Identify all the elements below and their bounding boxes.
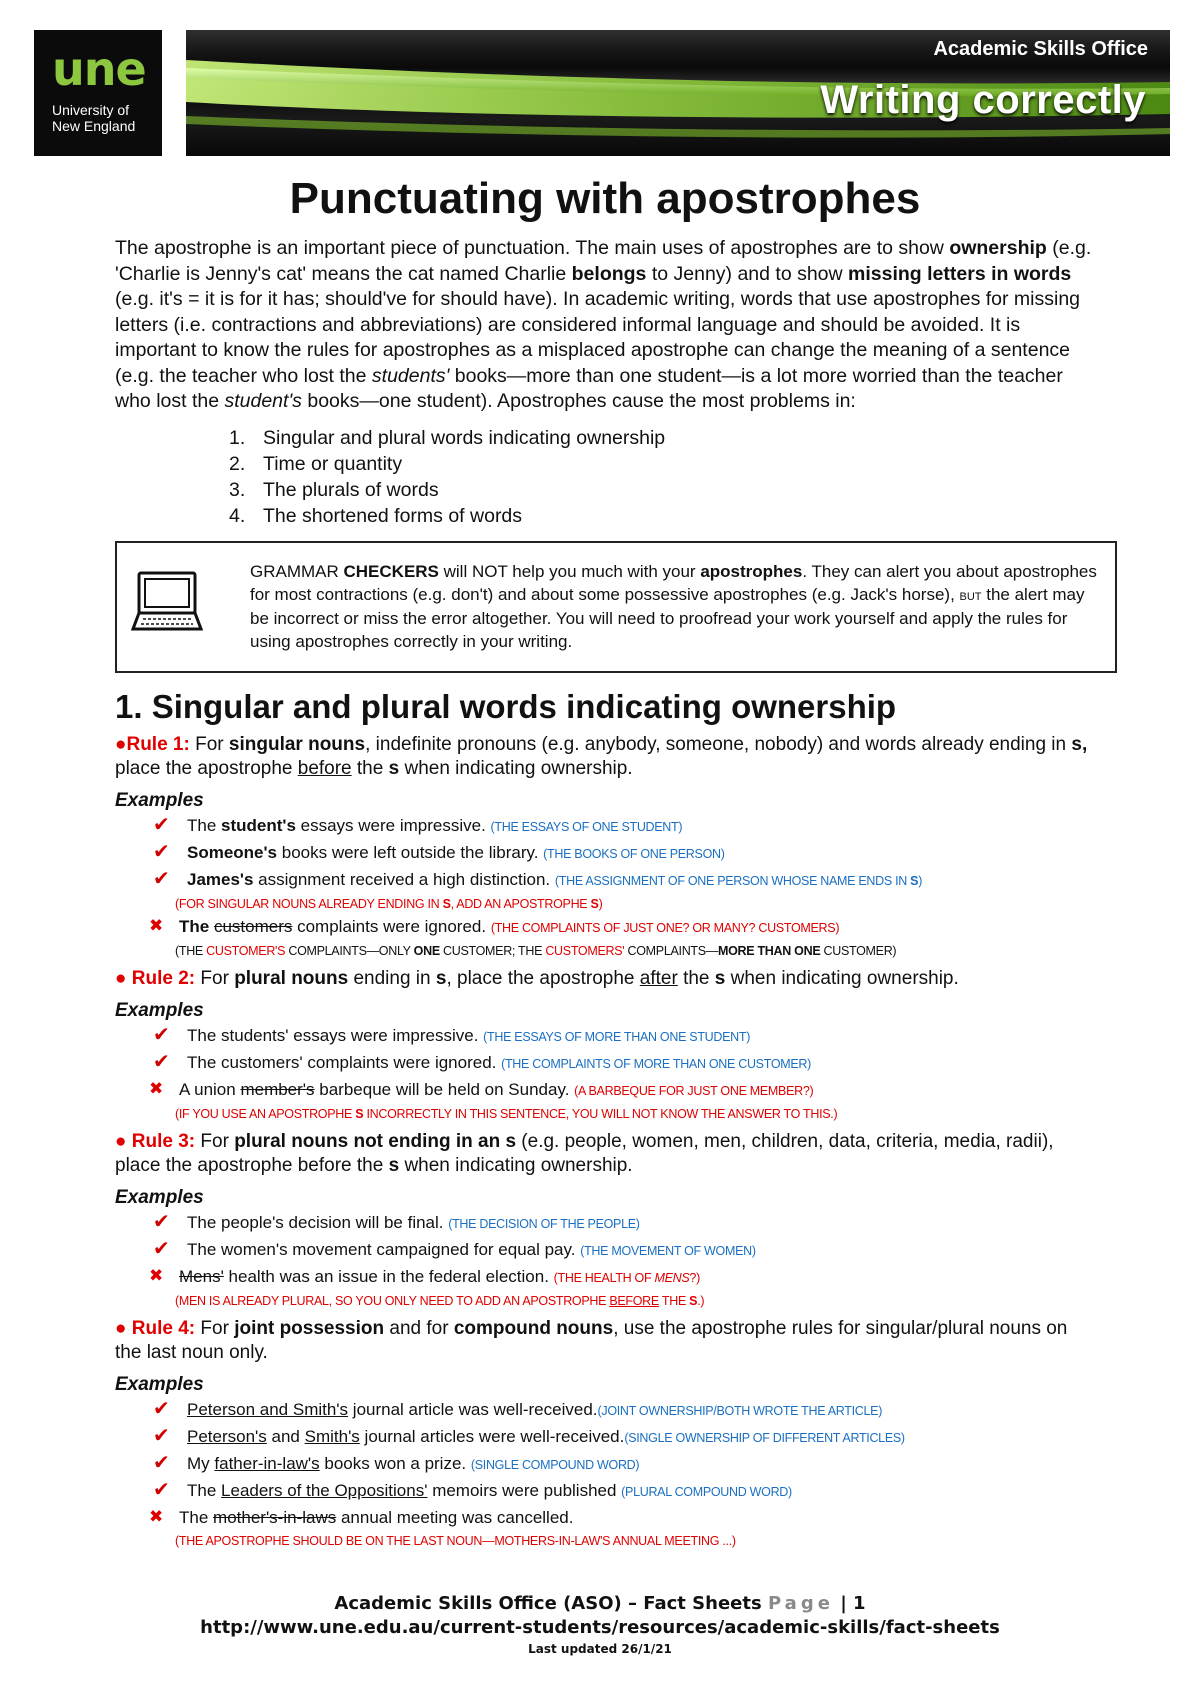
rule-1: ●Rule 1: For singular nouns, indefinite pronouns (e.g. anybody, someone, nobody) and words already ending in s, place the apostrophe before the s when indicating ownership.	[115, 733, 1088, 779]
example-incorrect: ✖ A union member's barbeque will be held on Sunday. (A BARBEQUE FOR JUST ONE MEMBER?)	[115, 1077, 1095, 1104]
grammar-checker-callout	[115, 541, 1117, 673]
header-banner	[186, 30, 1170, 156]
example-correct: ✔ The students' essays were impressive. (THE ESSAYS OF MORE THAN ONE STUDENT)	[153, 1023, 751, 1046]
examples-heading: Examples	[115, 1373, 204, 1395]
bullet-icon: ●	[115, 967, 127, 989]
footer-url[interactable]: http://www.une.edu.au/current-students/resources/academic-skills/fact-sheets	[200, 1617, 1000, 1638]
cross-icon: ✖	[149, 1078, 164, 1098]
check-icon: ✔	[153, 1050, 170, 1073]
check-icon: ✔	[153, 1397, 170, 1420]
footer-title: Academic Skills Office (ASO) – Fact Sheets Page | 1	[334, 1593, 866, 1614]
check-icon: ✔	[153, 813, 170, 836]
example-note: (MEN IS ALREADY PLURAL, SO YOU ONLY NEED TO ADD AN APOSTROPHE BEFORE THE S.)	[175, 1293, 705, 1308]
banner-title: Writing correctly	[820, 78, 1146, 122]
section-heading: 1. Singular and plural words indicating ownership	[115, 687, 897, 725]
examples-heading: Examples	[115, 1186, 204, 1208]
list-item: 1. Singular and plural words indicating ownership	[229, 426, 666, 449]
bullet-icon: ●	[115, 733, 127, 755]
banner-office-label: Academic Skills Office	[933, 38, 1148, 60]
check-icon: ✔	[153, 1023, 170, 1046]
example-note: (THE APOSTROPHE SHOULD BE ON THE LAST NOUN—MOTHERS-IN-LAW'S ANNUAL MEETING ...)	[175, 1533, 736, 1548]
example-correct: ✔ James's assignment received a high distinction. (THE ASSIGNMENT OF ONE PERSON WHOSE NAME ENDS IN S)	[153, 867, 923, 890]
intro-paragraph: The apostrophe is an important piece of punctuation. The main uses of apostrophes are to show ownership (e.g. 'Charlie is Jenny's cat' means the cat named Charlie belongs to Jenny) and to show missing letters in words (e.g. it's = it is for it has; should've for should have). In academic writing, words that use apostrophes for missing letters (i.e. contractions and abbreviations) are considered informal language and should be avoided. It is important to know the rules for apostrophes as a misplaced apostrophe can change the meaning of a sentence (e.g. the teacher who lost the students' books—more than one student—is a lot more worried than the teacher who lost the student's books—one student). Apostrophes cause the most problems in:	[115, 237, 1092, 412]
logo-text	[52, 102, 135, 134]
example-correct: ✔ The people's decision will be final. (THE DECISION OF THE PEOPLE)	[153, 1210, 640, 1233]
example-correct: ✔ Peterson and Smith's journal article was well-received.(JOINT OWNERSHIP/BOTH WROTE THE ARTICLE)	[153, 1397, 883, 1420]
logo-line-2: New England	[52, 118, 136, 134]
rule-4: ● Rule 4: For joint possession and for compound nouns, use the apostrophe rules for singular/plural nouns on the last noun only.	[115, 1317, 1068, 1363]
example-correct: ✔ Peterson's and Smith's journal articles were well-received.(SINGLE OWNERSHIP OF DIFFERENT ARTICLES)	[153, 1424, 905, 1447]
rule-2: ● Rule 2: For plural nouns ending in s, place the apostrophe after the s when indicating ownership.	[115, 967, 959, 989]
example-note: (FOR SINGULAR NOUNS ALREADY ENDING IN S, ADD AN APOSTROPHE S)	[175, 896, 603, 911]
callout-text: GRAMMAR CHECKERS will NOT help you much with your apostrophes. They can alert you about apostrophes for most contractions (e.g. don't) and about some possessive apostrophes (e.g. Jack's horse), but the alert may be incorrect or miss the error altogether. You will need to proofread your work yourself and apply the rules for using apostrophes correctly in your writing.	[250, 561, 1097, 651]
check-icon: ✔	[153, 1451, 170, 1474]
logo-mark: une	[52, 42, 146, 96]
example-incorrect: ✖ Mens' health was an issue in the federal election. (THE HEALTH OF MENS?)	[115, 1264, 1095, 1291]
footer-updated: Last updated 26/1/21	[528, 1642, 672, 1656]
une-logo	[34, 30, 162, 156]
problem-list	[115, 425, 1095, 529]
list-item: 3. The plurals of words	[229, 478, 439, 501]
logo-line-1: University of	[52, 102, 130, 118]
example-incorrect: ✖ The customers complaints were ignored. (THE COMPLAINTS OF JUST ONE? OR MANY? CUSTOMERS)	[115, 914, 1095, 941]
check-icon: ✔	[153, 1424, 170, 1447]
example-note: (THE CUSTOMER'S COMPLAINTS—ONLY ONE CUSTOMER; THE CUSTOMERS' COMPLAINTS—MORE THAN ONE CUSTOMER)	[175, 943, 897, 958]
list-item: 4. The shortened forms of words	[229, 504, 523, 527]
example-correct: ✔ The Leaders of the Oppositions' memoirs were published (PLURAL COMPOUND WORD)	[153, 1478, 792, 1501]
examples-heading: Examples	[115, 789, 204, 811]
example-correct: ✔ Someone's books were left outside the library. (THE BOOKS OF ONE PERSON)	[153, 840, 725, 863]
example-correct: ✔ My father-in-law's books won a prize. (SINGLE COMPOUND WORD)	[153, 1451, 640, 1474]
page-title: Punctuating with apostrophes	[289, 174, 921, 223]
cross-icon: ✖	[149, 915, 164, 935]
bullet-icon: ●	[115, 1130, 127, 1152]
cross-icon: ✖	[149, 1506, 164, 1526]
examples-heading: Examples	[115, 999, 204, 1021]
footer	[0, 1592, 1200, 1658]
example-correct: ✔ The student's essays were impressive. (THE ESSAYS OF ONE STUDENT)	[153, 813, 683, 836]
bullet-icon: ●	[115, 1317, 127, 1339]
check-icon: ✔	[153, 840, 170, 863]
check-icon: ✔	[153, 867, 170, 890]
example-correct: ✔ The customers' complaints were ignored. (THE COMPLAINTS OF MORE THAN ONE CUSTOMER)	[153, 1050, 811, 1073]
check-icon: ✔	[153, 1237, 170, 1260]
rule-3: ● Rule 3: For plural nouns not ending in an s (e.g. people, women, men, children, data, criteria, media, radii), place the apostrophe before the s when indicating ownership.	[115, 1130, 1054, 1176]
example-incorrect: ✖ The mother's-in-laws annual meeting was cancelled.	[115, 1505, 1095, 1531]
page-content	[115, 172, 1095, 1551]
list-item: 2. Time or quantity	[229, 452, 403, 475]
example-note: (IF YOU USE AN APOSTROPHE S INCORRECTLY IN THIS SENTENCE, YOU WILL NOT KNOW THE ANSWER TO THIS.)	[175, 1106, 838, 1121]
laptop-icon	[131, 569, 203, 639]
cross-icon: ✖	[149, 1265, 164, 1285]
example-correct: ✔ The women's movement campaigned for equal pay. (THE MOVEMENT OF WOMEN)	[153, 1237, 756, 1260]
check-icon: ✔	[153, 1478, 170, 1501]
check-icon: ✔	[153, 1210, 170, 1233]
